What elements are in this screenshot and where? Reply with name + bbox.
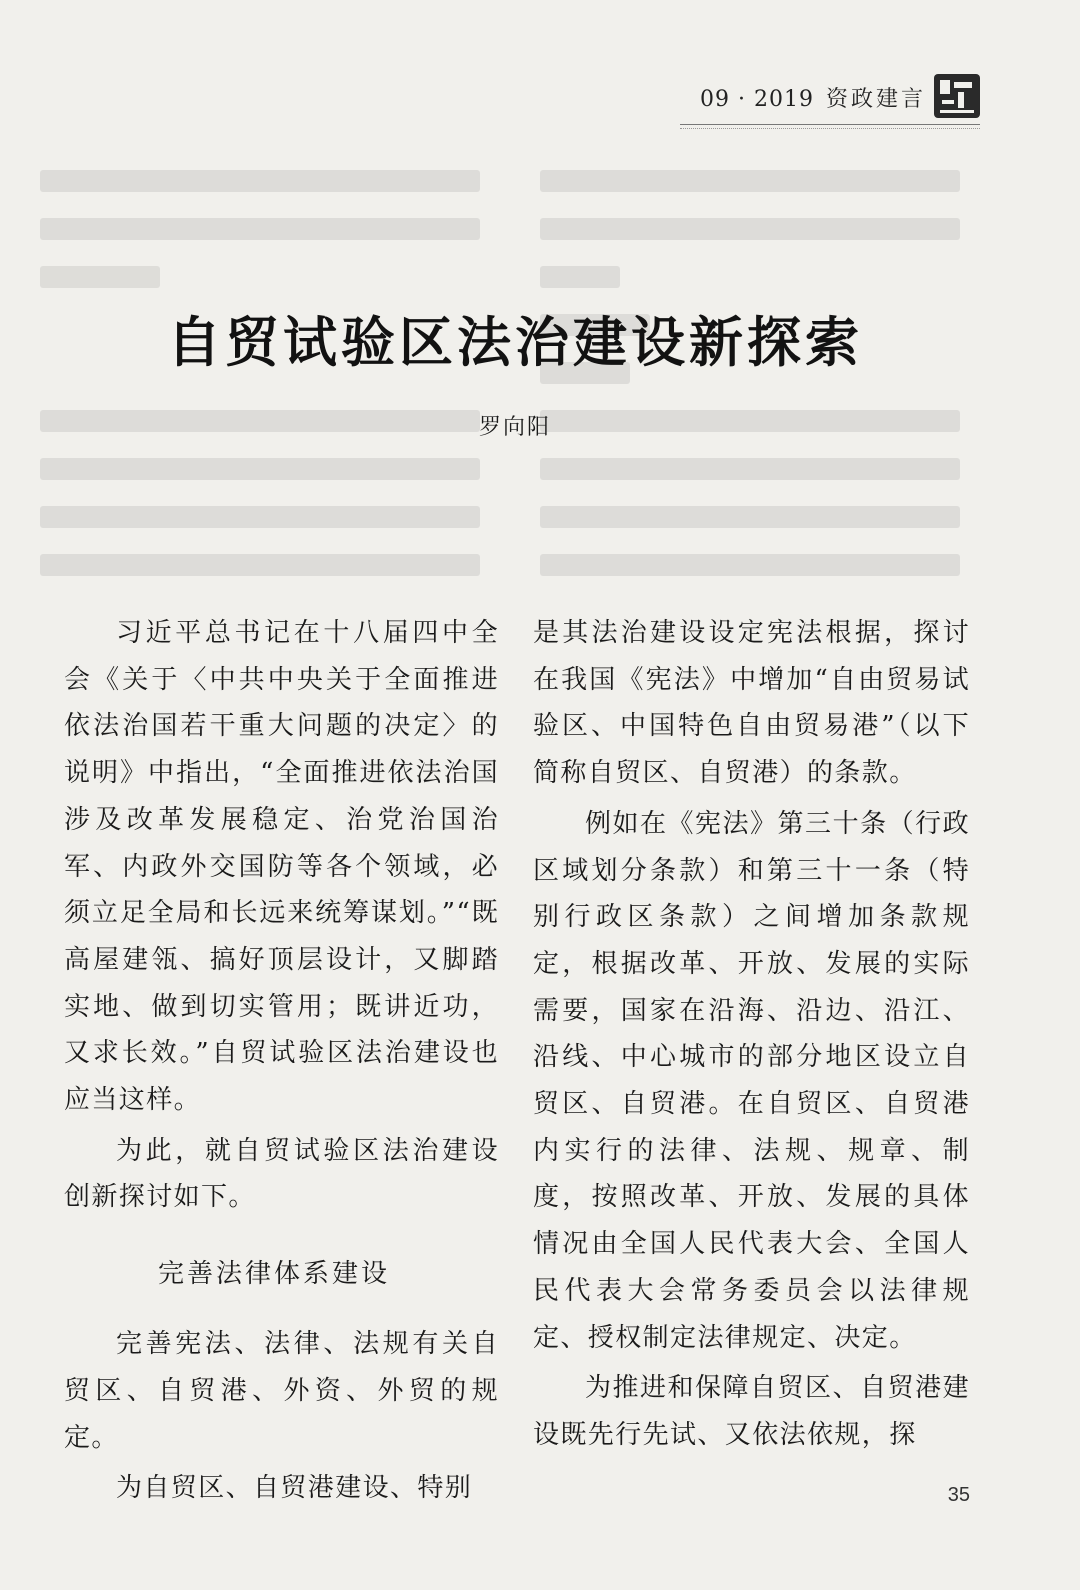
article-author: 罗向阳 (478, 415, 551, 440)
article-title: 自贸试验区法治建设新探索 (167, 310, 863, 374)
paragraph: 为推进和保障自贸区、自贸港建设既先行先试、又依法依规，探 (533, 1373, 970, 1450)
issue-number: 09 · 2019 (700, 87, 814, 112)
magazine-logo-icon (934, 74, 980, 118)
page-number: 35 (947, 1484, 970, 1506)
header-rule-dotted (680, 128, 980, 129)
column-name: 资政建言 (825, 87, 926, 112)
paragraph: 例如在《宪法》第三十条（行政区域划分条款）和第三十一条（特别行政区条款）之间增加条款规定，根据改革、开放、发展的实际需要，国家在沿海、沿边、沿江、沿线、中心城市的部分地区设立自贸区、自贸港。在自贸区、自贸港内实行的法律、法规、规章、制度，按照改革、开放、发展的具体情况由全国人民代表大会、全国人民代表大会常务委员会以法律规定、授权制定法律规定、决定。 (533, 808, 970, 1353)
right-column (533, 610, 970, 1463)
left-column (64, 610, 499, 1516)
paragraph: 习近平总书记在十八届四中全会《关于〈中共中央关于全面推进依法治国若干重大问题的决定〉的说明》中指出，“全面推进依法治国涉及改革发展稳定、治党治国治军、内政外交国防等各个领域，必须立足全局和长远来统筹谋划。”“既高屋建瓴、搞好顶层设计，又脚踏实地、做到切实管用；既讲近功，又求长效。”自贸试验区法治建设也应当这样。 (64, 618, 499, 1116)
paragraph: 为自贸区、自贸港建设、特别 (116, 1473, 473, 1504)
running-header (700, 82, 926, 113)
header-rule (680, 124, 980, 125)
paragraph: 为此，就自贸试验区法治建设创新探讨如下。 (64, 1135, 499, 1213)
paragraph: 完善宪法、法律、法规有关自贸区、自贸港、外资、外贸的规定。 (64, 1329, 499, 1453)
section-heading: 完善法律体系建设 (158, 1259, 391, 1290)
show-through-background (40, 170, 1040, 630)
paragraph-continuation: 是其法治建设设定宪法根据，探讨在我国《宪法》中增加“自由贸易试验区、中国特色自由贸易港”（以下简称自贸区、自贸港）的条款。 (533, 618, 970, 789)
